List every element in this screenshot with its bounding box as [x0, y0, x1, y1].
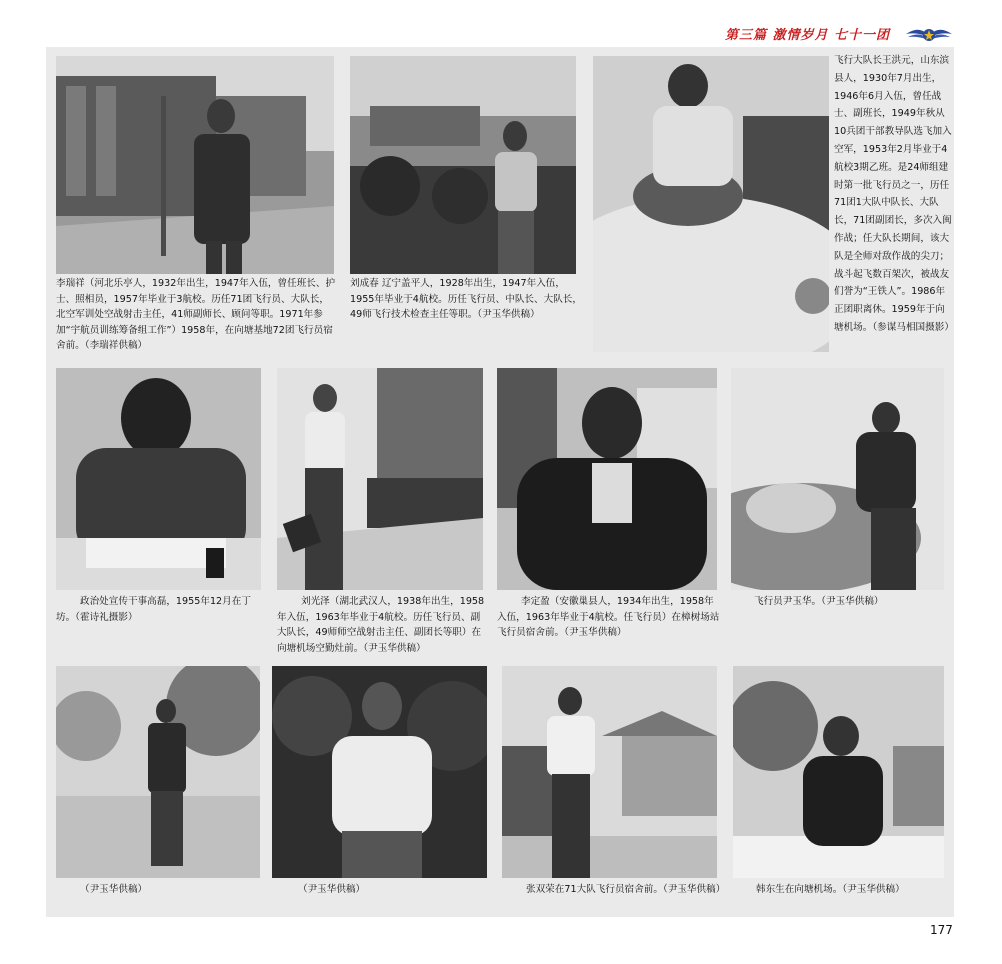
caption-zhang-shuangrong: 张双荣在71大队飞行员宿舍前。（尹玉华供稿）: [526, 884, 726, 895]
photo-gao-lei: [56, 368, 261, 590]
caption-liu-chengchun: 刘成春 辽宁盖平人，1928年出生，1947年入伍，1955年毕业于4航校。历任飞行员、中队长、大队长，49师飞行技术检查主任等职。（尹玉华供稿）: [350, 278, 582, 320]
photo-wang-hongyuan: [593, 56, 829, 352]
photo-zhang-shuangrong: [502, 666, 717, 878]
caption-white-tshirt: （尹玉华供稿）: [298, 884, 366, 895]
photo-liu-chengchun: [350, 56, 576, 274]
caption-yin-yuhua: 飞行员尹玉华。（尹玉华供稿）: [754, 596, 884, 607]
caption-wang-hongyuan: 飞行大队长王洪元，山东滨县人，1930年7月出生，1946年6月入伍，曾任战士、副班长，1949年秋从10兵团干部教导队选飞加入空军，1953年2月毕业于4航校3期乙班。是24师组建时第一批飞行员之一，历任71团1大队中队长、大队长，71团副团长，多次入闽作战；任大队长期间，该大队是全师对敌作战的尖刀；战斗起飞数百架次，被战友们誉为“王铁人”。1986年正团职离休。1959年于向塘机场。（参谋马相国摄影）: [834, 55, 954, 333]
caption-park-portrait: （尹玉华供稿）: [80, 884, 148, 895]
photo-liu-guangze: [277, 368, 483, 590]
caption-han-dongsheng: 韩东生在向塘机场。（尹玉华供稿）: [756, 884, 905, 895]
page-number: 177: [930, 923, 953, 937]
photo-yin-yuhua-cockpit: [731, 368, 944, 590]
photo-park-portrait: [56, 666, 260, 878]
photo-li-dingying: [497, 368, 717, 590]
photo-han-dongsheng: [733, 666, 944, 878]
photo-li-ruixiang: [56, 56, 334, 274]
caption-li-ruixiang: 李瑞祥（河北乐亭人，1932年出生，1947年入伍，曾任班长、护士、照相员，1957年毕业于3航校。历任71团飞行员、大队长，北空军训处空战射击主任，41师副师长、顾问等职。1971年参加“宇航员训练筹备组工作”）1958年，在向塘基地72团飞行员宿舍前。（李瑞祥供稿）: [56, 278, 336, 351]
chapter-header: 第三篇 激情岁月 七十一团: [724, 28, 890, 43]
air-force-wings-emblem-icon: [904, 22, 954, 48]
caption-gao-lei: 政治处宣传干事高磊，1955年12月在丁坊。（霍诗礼摄影）: [56, 596, 251, 623]
caption-liu-guangze: 刘光泽（湖北武汉人，1938年出生，1958年入伍，1963年毕业于4航校。历任飞行员、副大队长，49师师空战射击主任、副团长等职）在向塘机场空勤灶前。（尹玉华供稿）: [277, 596, 485, 654]
caption-li-dingying: 李定盈（安徽巢县人，1934年出生，1958年入伍，1963年毕业于4航校。任飞行员）在樟树场站飞行员宿舍前。（尹玉华供稿）: [497, 596, 720, 638]
photo-white-tshirt: [272, 666, 487, 878]
